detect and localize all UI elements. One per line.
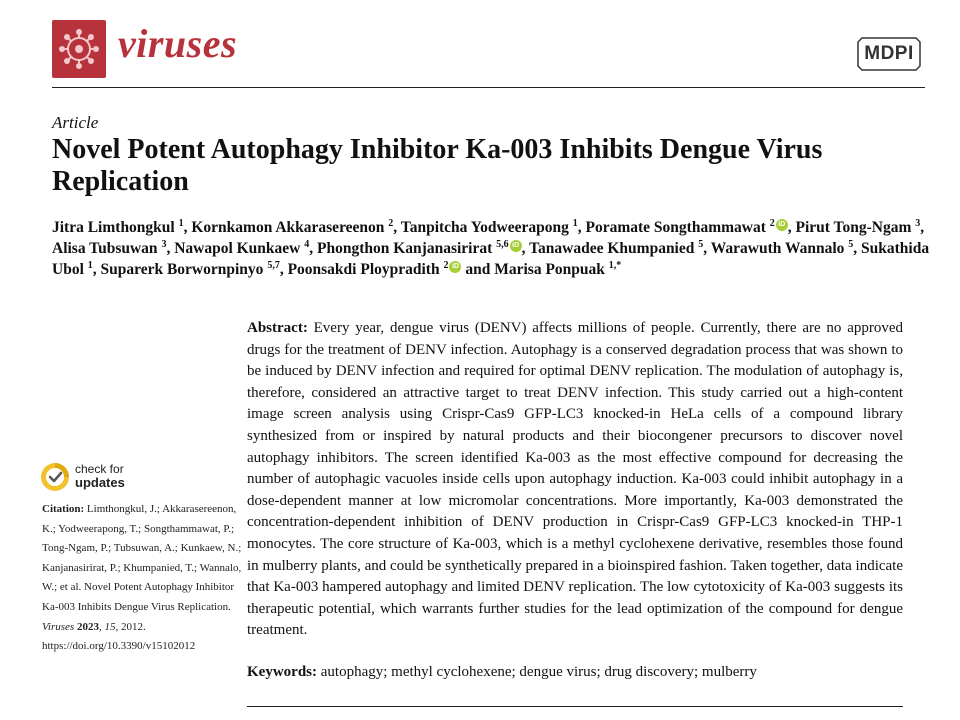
author-name[interactable]: Tanawadee Khumpanied xyxy=(529,240,695,257)
check-for-updates[interactable] xyxy=(40,462,150,498)
abstract xyxy=(247,318,903,642)
author-name[interactable]: Marisa Ponpuak xyxy=(494,261,605,278)
journal-name: viruses xyxy=(118,21,238,66)
author-affiliation: 2 xyxy=(769,217,775,229)
author-name[interactable]: Suparerk Borwornpinyo xyxy=(100,261,264,278)
citation-pages: , 2012. xyxy=(115,620,146,633)
author-name[interactable]: Sukathida Ubol xyxy=(52,240,930,278)
section-divider xyxy=(247,706,903,707)
author-separator: , xyxy=(787,219,796,236)
author-separator: , xyxy=(393,219,401,236)
author-name[interactable]: Phongthon Kanjanasirirat xyxy=(317,240,493,257)
orcid-icon[interactable]: iD xyxy=(449,261,461,273)
author-separator: , xyxy=(309,240,317,257)
journal-logo xyxy=(52,20,106,78)
publisher-name: MDPI xyxy=(864,43,914,64)
orcid-icon[interactable]: iD xyxy=(776,219,788,231)
author-name[interactable]: Tanpitcha Yodweerapong xyxy=(400,219,569,236)
author-affiliation: 1,* xyxy=(608,259,622,271)
citation-journal: Viruses xyxy=(42,620,75,633)
author-list xyxy=(52,217,932,280)
author-name[interactable]: Jitra Limthongkul xyxy=(52,219,175,236)
check-for-updates-line2: updates xyxy=(75,475,125,490)
author-name[interactable]: Poramate Songthammawat xyxy=(585,219,766,236)
author-affiliation: 3 xyxy=(161,238,167,250)
author-name[interactable]: Pirut Tong-Ngam xyxy=(795,219,912,236)
citation-volume: 15 xyxy=(104,620,116,633)
author-separator: , xyxy=(279,261,288,278)
author-affiliation: 5,6 xyxy=(496,238,509,250)
article-type: Article xyxy=(52,113,99,132)
author-name[interactable]: Kornkamon Akkarasereenon xyxy=(191,219,385,236)
author-affiliation: 4 xyxy=(304,238,310,250)
author-affiliation: 2 xyxy=(443,259,449,271)
author-separator: , xyxy=(703,240,711,257)
author-separator: , xyxy=(183,219,192,236)
author-affiliation: 2 xyxy=(388,217,394,229)
author-affiliation: 1 xyxy=(572,217,578,229)
citation-label: Citation: xyxy=(42,503,85,515)
article-title: Novel Potent Autophagy Inhibitor Ka-003 Inhibits Dengue Virus Replication xyxy=(52,134,823,197)
author-affiliation: 5 xyxy=(698,238,704,250)
abstract-text: Every year, dengue virus (DENV) affects millions of people. Currently, there are no approved drugs for the treatment of DENV infection. Autophagy is a conserved degradation process that was shown to be induced by DENV infection and required for optimal DENV replication. The modulation of autophagy is, therefore, considered an attractive target to treat DENV infection. This study carried out a high-content image screen analysis using Crispr-Cas9 GFP-LC3 knocked-in HeLa cells of a compound library synthesized from or inspired by natural products and their biocongener precursors to discover novel autophagy inhibitors. The screen identified Ka-003 as the most effective compound for decreasing the number of autophagic vacuoles inside cells upon autophagy induction. Ka-003 could inhibit autophagy in a dose-dependent manner at low micromolar concentrations. More importantly, Ka-003 demonstrated the concentration-dependent inhibition of DENV production in Crispr-Cas9 GFP-LC3 knocked-in THP-1 monocytes. The core structure of Ka-003, which is a methyl cyclohexene derivative, resembles those found in mulberry plants, and could be synthetically prepared in a bioinspired fashion. Taken together, data indicate that Ka-003 hampered autophagy and limited DENV replication. The low cytotoxicity of Ka-003 suggests its therapeutic potential, which warrants further studies for the lead optimization of the compound for dengue treatment. xyxy=(247,320,903,639)
author-name[interactable]: Poonsakdi Ploypradith xyxy=(287,261,440,278)
check-for-updates-label xyxy=(75,463,125,490)
author-affiliation: 5 xyxy=(848,238,854,250)
check-badge-icon xyxy=(40,462,70,492)
author-affiliation: 3 xyxy=(915,217,921,229)
author-separator: and xyxy=(461,261,495,278)
check-for-updates-line1: check for xyxy=(75,462,124,476)
citation-year: 2023 xyxy=(76,620,99,633)
author-separator: , xyxy=(521,240,530,257)
citation-block: Citation: Limthongkul, J.; Akkarasereenon, K.; Yodweerapong, T.; Songthammawat, P.; Tong-Ngam, P.; Tubsuwan, A.; Kunkaew, N.; Kanjanasirirat, P.; Khumpanied, T.; Wannalo, W.; et al. Novel Potent Autophagy Inhibitor Ka-003 Inhibits Dengue Virus Replication. Viruses 2023, 15, 2012. https://doi.org/10.3390/v15102012 xyxy=(42,503,242,653)
virus-icon xyxy=(52,20,106,78)
author-name[interactable]: Nawapol Kunkaew xyxy=(174,240,301,257)
abstract-label: Abstract: xyxy=(247,320,308,336)
author-name[interactable]: Alisa Tubsuwan xyxy=(52,240,158,257)
citation-doi[interactable]: https://doi.org/10.3390/v15102012 xyxy=(42,640,196,653)
author-separator: , xyxy=(92,261,101,278)
keywords xyxy=(247,662,903,683)
publisher-logo[interactable] xyxy=(854,34,924,74)
author-separator: , xyxy=(853,240,862,257)
header-divider xyxy=(52,87,925,88)
author-separator: , xyxy=(577,219,586,236)
author-separator: , xyxy=(166,240,175,257)
author-affiliation: 1 xyxy=(87,259,93,271)
keywords-text: autophagy; methyl cyclohexene; dengue virus; drug discovery; mulberry xyxy=(320,664,757,680)
author-affiliation: 1 xyxy=(178,217,184,229)
author-separator: , xyxy=(920,219,925,236)
citation-text: Limthongkul, J.; Akkarasereenon, K.; Yodweerapong, T.; Songthammawat, P.; Tong-Ngam, P.; Tubsuwan, A.; Kunkaew, N.; Kanjanasirirat, P.; Khumpanied, T.; Wannalo, W.; et al. Novel Potent Autophagy Inhibitor Ka-003 Inhibits Dengue Virus Replication. xyxy=(42,503,242,613)
author-name[interactable]: Warawuth Wannalo xyxy=(710,240,845,257)
keywords-label: Keywords: xyxy=(247,664,317,680)
orcid-icon[interactable]: iD xyxy=(510,240,522,252)
author-affiliation: 5,7 xyxy=(267,259,280,271)
